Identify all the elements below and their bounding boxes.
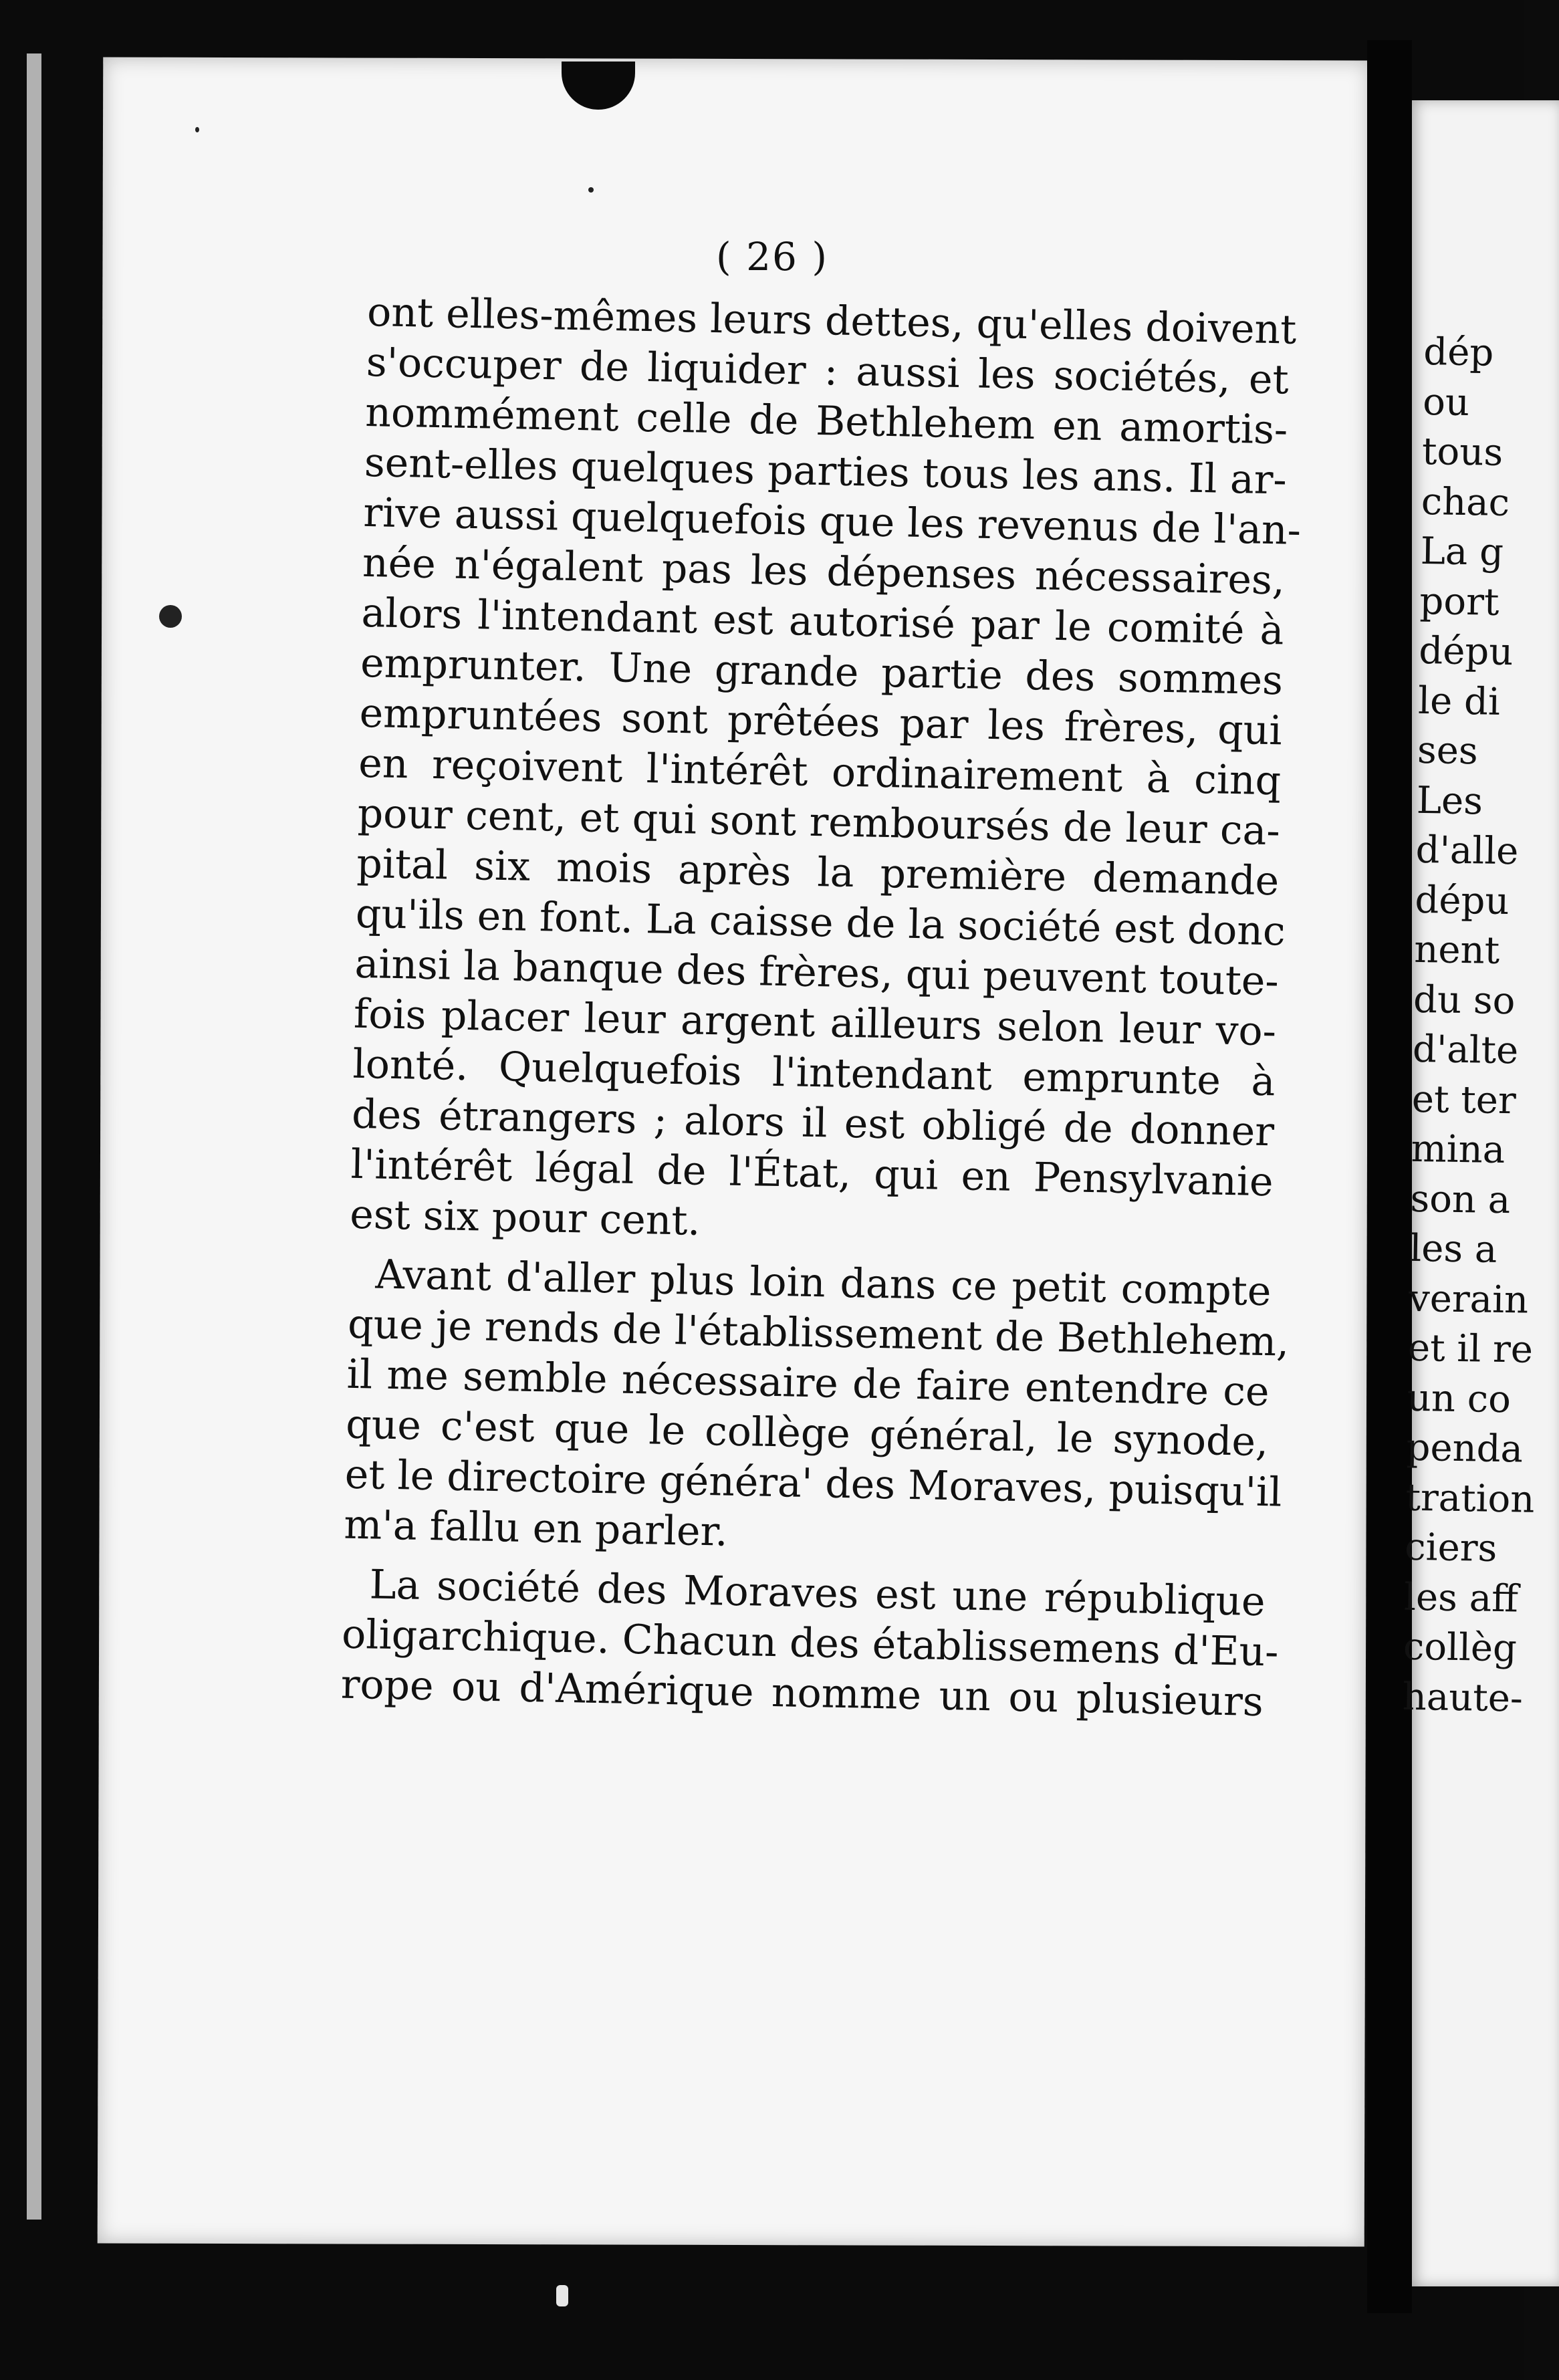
text-line: que c'est que le collège général, le synode, <box>345 1401 1269 1466</box>
text-line: son a <box>1410 1177 1511 1222</box>
text-line: empruntées sont prêtées par les frères, qui <box>359 689 1283 755</box>
text-line: emprunter. Une grande partie des sommes <box>360 639 1284 705</box>
text-line: lonté. Quelquefois l'intendant emprunte à <box>352 1040 1276 1106</box>
text-line: est six pour cent. <box>349 1191 701 1245</box>
text-line: ont elles-mêmes leurs dettes, qu'elles doivent <box>366 288 1297 354</box>
text-line: le di <box>1417 679 1501 724</box>
text-line: tration <box>1405 1475 1535 1522</box>
text-line: que je rends de l'établissement de Bethlehem, <box>347 1300 1290 1366</box>
text-line: ainsi la banque des frères, qui peuvent toute- <box>354 940 1280 1005</box>
text-line: dép <box>1423 330 1494 375</box>
text-line: s'occuper de liquider : aussi les sociétés, et <box>366 338 1290 404</box>
text-line: rope ou d'Amérique nomme un ou plusieurs <box>340 1661 1264 1726</box>
text-line: née n'égalent pas les dépenses nécessaires, <box>362 539 1286 604</box>
text-line: nent <box>1413 927 1500 973</box>
text-line: ciers <box>1404 1525 1497 1570</box>
text-line: et il re <box>1407 1326 1534 1372</box>
text-line: La g <box>1420 529 1504 574</box>
text-line: tous <box>1421 429 1504 475</box>
text-line: port <box>1419 579 1500 624</box>
text-line: d'alle <box>1415 828 1519 874</box>
text-line: rive aussi quelquefois que les revenus de l'an- <box>362 489 1302 554</box>
text-line: alors l'intendant est autorisé par le comité à <box>360 589 1285 654</box>
text-line: haute- <box>1402 1675 1524 1721</box>
bottom-speck <box>556 2285 568 2306</box>
text-line: pital six mois après la première demande <box>356 840 1280 905</box>
text-line: chac <box>1421 479 1510 525</box>
text-line: oligarchique. Chacun des établissemens d'Eu- <box>341 1611 1280 1676</box>
text-line: m'a fallu en parler. <box>343 1501 729 1556</box>
text-line: les a <box>1409 1226 1497 1272</box>
text-line: collèg <box>1403 1625 1518 1671</box>
text-line: en reçoivent l'intérêt ordinairement à cinq <box>358 739 1282 805</box>
text-line: La société des Moraves est une république <box>369 1561 1266 1626</box>
text-line: nommément celle de Bethlehem en amortis- <box>364 388 1288 454</box>
text-line: verain <box>1408 1276 1529 1322</box>
text-line: ou <box>1422 380 1470 425</box>
text-line: et ter <box>1411 1077 1517 1122</box>
ink-speck <box>159 605 182 628</box>
text-line: un co <box>1407 1376 1512 1421</box>
text-line: ses <box>1417 728 1479 774</box>
text-line: sent-elles quelques parties tous les ans. Il ar- <box>364 439 1288 504</box>
facing-page-text <box>1402 328 1535 1723</box>
text-line: mina <box>1411 1126 1506 1173</box>
text-line: qu'ils en font. La caisse de la société est donc <box>355 890 1286 955</box>
text-line: il me semble nécessaire de faire entendre ce <box>346 1350 1270 1416</box>
text-line: du so <box>1413 977 1516 1023</box>
binding-edge <box>27 53 41 2220</box>
text-line: penda <box>1406 1425 1524 1471</box>
text-line: dépu <box>1418 628 1514 675</box>
text-line: des étrangers ; alors il est obligé de donner <box>351 1090 1275 1156</box>
ink-speck <box>195 127 199 132</box>
text-line: fois placer leur argent ailleurs selon leur vo- <box>353 990 1277 1056</box>
text-line: Avant d'aller plus loin dans ce petit compte <box>374 1251 1272 1316</box>
page-number: ( 26 ) <box>716 234 828 279</box>
ink-speck <box>588 187 594 193</box>
text-line: les aff <box>1403 1575 1519 1621</box>
page-gutter <box>1367 40 1412 2313</box>
main-text-block <box>340 287 1302 1728</box>
text-line: pour cent, et qui sont remboursés de leur ca- <box>357 790 1281 855</box>
text-line: d'alte <box>1412 1027 1519 1073</box>
text-line: dépu <box>1415 878 1510 923</box>
text-line: l'intérêt légal de l'État, qui en Pensylvanie <box>350 1141 1274 1206</box>
text-line: et le directoire généra' des Moraves, puisqu'il <box>344 1451 1283 1516</box>
text-line: Les <box>1416 778 1483 823</box>
